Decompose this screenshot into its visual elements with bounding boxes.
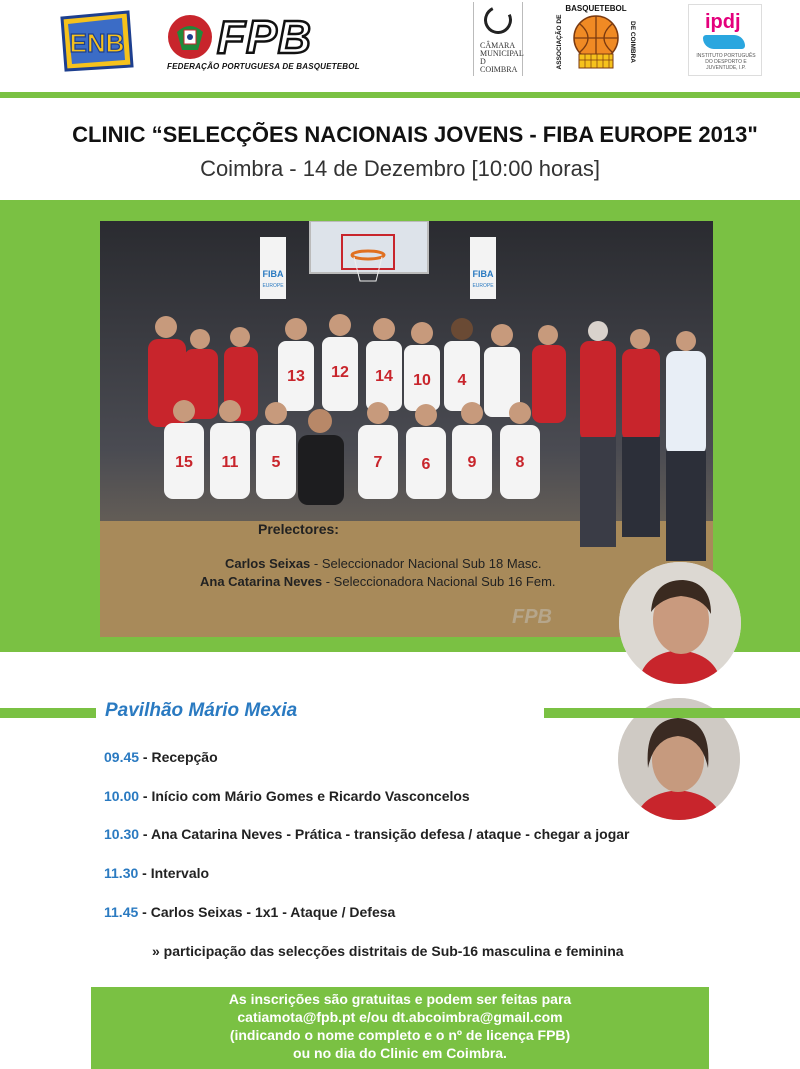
registration-info-box — [91, 987, 709, 1069]
fpb-logo-subtitle: FEDERAÇÃO PORTUGUESA DE BASQUETEBOL — [167, 62, 360, 71]
camara-ring-icon — [480, 2, 516, 38]
banner-left-text: FIBA — [262, 269, 284, 279]
svg-text:7: 7 — [373, 454, 383, 471]
venue-divider-left — [0, 708, 96, 718]
svg-text:BASQUETEBOL: BASQUETEBOL — [565, 4, 627, 13]
fpb-logo — [165, 12, 370, 74]
speaker-ana-catarina-neves: Ana Catarina Neves - Seleccionadora Nacional Sub 16 Fem. — [200, 574, 556, 589]
svg-text:5: 5 — [271, 454, 281, 471]
staff-left — [148, 316, 258, 427]
enb-logo-text: ENB — [69, 28, 125, 58]
ipdj-logo-subtitle: INSTITUTO PORTUGUÊS DO DESPORTO E JUVENTUDE, I.P. — [696, 53, 756, 71]
svg-text:13: 13 — [287, 368, 305, 385]
svg-text:DE COIMBRA: DE COIMBRA — [629, 21, 636, 63]
svg-text:4: 4 — [457, 372, 467, 389]
ipdj-wave-icon — [703, 35, 745, 49]
page-title: CLINIC “SELECÇÕES NACIONAIS JOVENS - FIBA EUROPE 2013" — [72, 122, 758, 147]
schedule-item: 10.00 - Início com Mário Gomes e Ricardo Vasconcelos — [104, 788, 470, 804]
svg-text:14: 14 — [375, 368, 393, 385]
svg-text:10: 10 — [413, 372, 431, 389]
portrait-carlos-seixas — [619, 562, 741, 684]
svg-text:11: 11 — [221, 454, 239, 471]
registration-line: ou no dia do Clinic em Coimbra. — [293, 1045, 507, 1061]
speaker-carlos-seixas: Carlos Seixas - Seleccionador Nacional Sub 18 Masc. — [225, 556, 542, 571]
logo-bar — [0, 0, 800, 92]
schedule-item: 11.45 - Carlos Seixas - 1x1 - Ataque / Defesa — [104, 904, 396, 920]
svg-text:9: 9 — [467, 454, 477, 471]
venue-title: Pavilhão Mário Mexia — [105, 700, 298, 721]
registration-line: As inscrições são gratuitas e podem ser feitas para — [228, 991, 572, 1007]
svg-text:8: 8 — [515, 454, 525, 471]
svg-text:12: 12 — [331, 364, 349, 381]
schedule-item: 11.30 - Intervalo — [104, 865, 210, 881]
ipdj-logo — [688, 4, 762, 76]
svg-text:EUROPE: EUROPE — [472, 283, 494, 289]
schedule-item: 10.30 - Ana Catarina Neves - Prática - transição defesa / ataque - chegar a jogar — [104, 826, 630, 842]
svg-text:15: 15 — [175, 454, 193, 471]
enb-logo — [58, 10, 136, 72]
svg-text:ASSOCIAÇÃO DE: ASSOCIAÇÃO DE — [556, 14, 563, 70]
registration-emails: catiamota@fpb.pt e/ou dt.abcoimbra@gmail.com — [237, 1009, 563, 1025]
participation-note: » participação das selecções distritais de Sub-16 masculina e feminina — [152, 943, 624, 959]
banner-right-text: FIBA — [472, 269, 494, 279]
fpb-logo-word: FPB — [217, 11, 312, 63]
svg-text:EUROPE: EUROPE — [262, 283, 284, 289]
camara-coimbra-logo — [473, 2, 523, 76]
associacao-basquetebol-coimbra-logo — [553, 2, 639, 76]
header-divider — [0, 92, 800, 98]
camara-logo-text: CÂMARA MUNICIPAL D COIMBRA — [480, 41, 524, 74]
page-subtitle: Coimbra - 14 de Dezembro [10:00 horas] — [200, 156, 600, 181]
fpb-watermark: FPB — [512, 606, 552, 628]
svg-text:6: 6 — [421, 456, 431, 473]
registration-line: (indicando o nome completo e o nº de licença FPB) — [229, 1027, 571, 1043]
venue-divider-right — [544, 708, 800, 718]
ipdj-logo-text: ipdj — [705, 11, 741, 33]
speakers-title: Prelectores: — [258, 521, 339, 537]
schedule-item: 09.45 - Recepção — [104, 749, 218, 765]
